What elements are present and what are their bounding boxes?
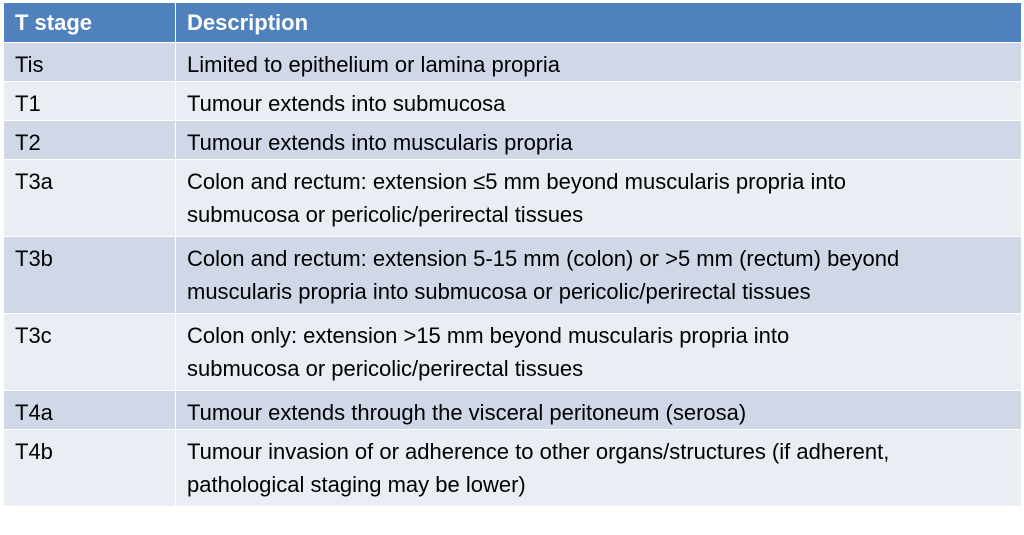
description-cell xyxy=(176,82,1022,121)
description-line: Tumour extends into muscularis propria xyxy=(187,130,573,155)
description-line: Colon and rectum: extension 5-15 mm (colon) or >5 mm (rectum) beyond xyxy=(187,246,900,271)
table-row-t4b xyxy=(4,430,1022,507)
header-t-stage: T stage xyxy=(4,3,176,43)
table-row-t4a xyxy=(4,391,1022,430)
stage-cell: T3c xyxy=(4,314,176,391)
description-cell xyxy=(176,237,1022,314)
description-cell xyxy=(176,391,1022,430)
table-row-t3c xyxy=(4,314,1022,391)
table-row-t1 xyxy=(4,82,1022,121)
description-cell xyxy=(176,121,1022,160)
description-cell xyxy=(176,160,1022,237)
table-row-t3a xyxy=(4,160,1022,237)
description-line: pathological staging may be lower) xyxy=(187,472,526,497)
description-line: Tumour invasion of or adherence to other organs/structures (if adherent, xyxy=(187,439,890,464)
stage-cell: Tis xyxy=(4,43,176,82)
table-row-t2 xyxy=(4,121,1022,160)
description-line: submucosa or pericolic/perirectal tissues xyxy=(187,356,584,381)
table-row-tis xyxy=(4,43,1022,82)
t-stage-table xyxy=(3,2,1022,507)
description-line: submucosa or pericolic/perirectal tissues xyxy=(187,202,584,227)
stage-cell: T1 xyxy=(4,82,176,121)
description-cell xyxy=(176,430,1022,507)
description-line: Colon and rectum: extension ≤5 mm beyond muscularis propria into xyxy=(187,169,846,194)
description-cell xyxy=(176,314,1022,391)
header-description: Description xyxy=(176,3,1022,43)
description-line: Colon only: extension >15 mm beyond muscularis propria into xyxy=(187,323,790,348)
stage-cell: T4a xyxy=(4,391,176,430)
stage-cell: T3b xyxy=(4,237,176,314)
description-line: Limited to epithelium or lamina propria xyxy=(187,52,560,77)
header-row xyxy=(4,3,1022,43)
stage-cell: T3a xyxy=(4,160,176,237)
stage-cell: T4b xyxy=(4,430,176,507)
description-cell xyxy=(176,43,1022,82)
description-line: muscularis propria into submucosa or pericolic/perirectal tissues xyxy=(187,279,811,304)
table-row-t3b xyxy=(4,237,1022,314)
description-line: Tumour extends through the visceral peritoneum (serosa) xyxy=(187,400,747,425)
stage-cell: T2 xyxy=(4,121,176,160)
description-line: Tumour extends into submucosa xyxy=(187,91,506,116)
